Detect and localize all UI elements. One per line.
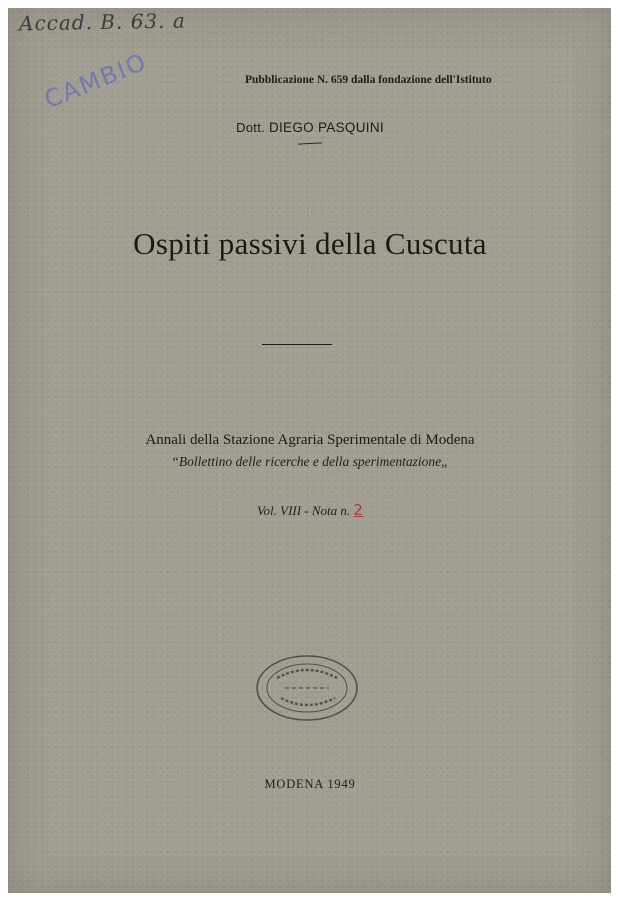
author-prefix: Dott. — [236, 120, 266, 135]
volume-prefix: Vol. VIII - Nota n. — [257, 503, 351, 518]
series-name: Annali della Stazione Agraria Sperimentale di Modena — [145, 432, 475, 448]
manuscript-shelfmark: Accad. B. 63. a — [18, 8, 186, 36]
library-oval-stamp-icon — [255, 654, 359, 722]
place-and-year: MODENA 1949 — [264, 777, 356, 791]
document-title: Ospiti passivi della Cuscuta — [133, 226, 487, 261]
title-divider — [262, 344, 332, 345]
subseries-name: “Bollettino delle ricerche e della sperimentazione„ — [171, 454, 449, 469]
cambio-stamp: CAMBIO — [40, 47, 152, 115]
document-page — [8, 8, 611, 893]
publication-line: Pubblicazione N. 659 dalla fondazione dell'Istituto — [245, 74, 492, 86]
volume-line — [9, 501, 611, 519]
handwritten-nota-number: 2 — [353, 501, 363, 519]
author-name: DIEGO PASQUINI — [268, 120, 384, 135]
author-underline-mark — [298, 142, 322, 144]
author-line — [9, 120, 611, 135]
